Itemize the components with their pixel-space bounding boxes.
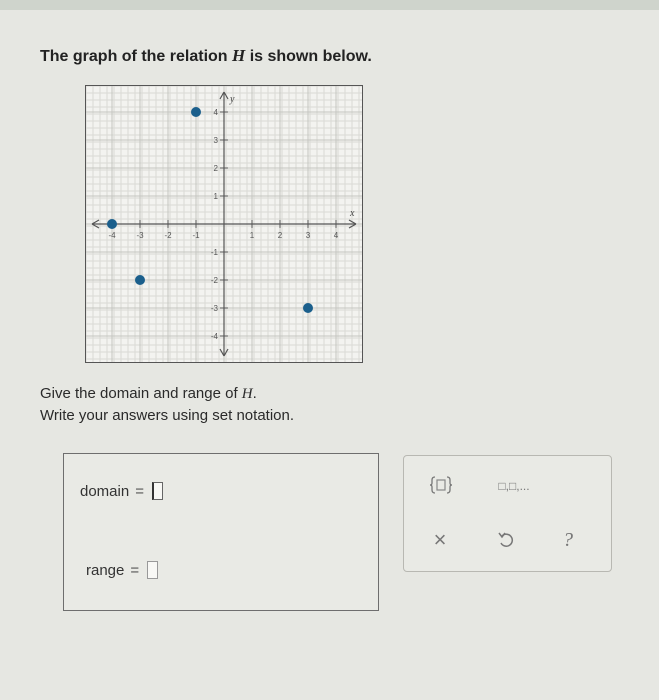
range-equals: = <box>130 561 140 579</box>
y-tick-label: 4 <box>213 108 218 117</box>
relation-variable: H <box>232 46 246 65</box>
set-braces-button[interactable] <box>428 474 454 496</box>
set-list-button[interactable] <box>488 476 540 496</box>
relation-point <box>107 219 117 229</box>
relation-point <box>303 303 313 313</box>
relation-point <box>135 275 145 285</box>
y-tick-label: 1 <box>213 192 218 201</box>
range-row <box>86 561 158 579</box>
domain-label: domain <box>80 482 130 500</box>
range-input[interactable] <box>147 561 158 579</box>
help-icon: ? <box>563 529 573 551</box>
x-axis-label: x <box>350 208 355 219</box>
x-tick-label: -2 <box>164 231 172 240</box>
instruction-line-2: Write your answers using set notation. <box>40 407 295 424</box>
instructions <box>40 383 294 426</box>
top-strip <box>0 0 659 10</box>
close-icon: × <box>433 527 447 552</box>
x-tick-label: -3 <box>136 231 144 240</box>
instruction-period: . <box>252 385 257 402</box>
relation-point <box>191 107 201 117</box>
set-braces-icon <box>428 474 454 496</box>
x-tick-label: -1 <box>192 231 200 240</box>
domain-row <box>80 482 163 500</box>
y-tick-label: -4 <box>210 332 218 341</box>
undo-icon <box>496 530 516 550</box>
y-tick-label: -1 <box>210 248 218 257</box>
help-button[interactable] <box>558 528 578 552</box>
y-tick-label: -3 <box>210 304 218 313</box>
domain-input[interactable] <box>152 482 163 500</box>
question-suffix: is shown below. <box>245 48 372 65</box>
domain-equals: = <box>135 482 144 500</box>
y-axis-label: y <box>230 94 235 105</box>
y-tick-label: -2 <box>210 276 218 285</box>
instruction-variable: H <box>241 386 253 402</box>
question-prefix: The graph of the relation <box>40 48 233 65</box>
undo-button[interactable] <box>496 530 516 550</box>
x-tick-label: -4 <box>108 231 116 240</box>
clear-button[interactable] <box>430 528 450 552</box>
relation-graph <box>85 85 363 363</box>
x-tick-label: 4 <box>333 231 339 240</box>
set-list-icon: □,□,... <box>498 479 530 493</box>
x-tick-label: 1 <box>249 231 255 240</box>
x-tick-label: 2 <box>277 231 283 240</box>
range-label: range <box>86 561 125 579</box>
x-tick-label: 3 <box>305 231 311 240</box>
instruction-line-1 <box>40 383 294 405</box>
answer-box <box>63 453 379 611</box>
instruction-line-1-text: Give the domain and range of <box>40 385 242 402</box>
graph-canvas <box>86 86 362 362</box>
question-text <box>40 46 372 66</box>
y-tick-label: 3 <box>213 136 218 145</box>
math-toolbox <box>403 455 612 572</box>
y-tick-label: 2 <box>213 164 218 173</box>
